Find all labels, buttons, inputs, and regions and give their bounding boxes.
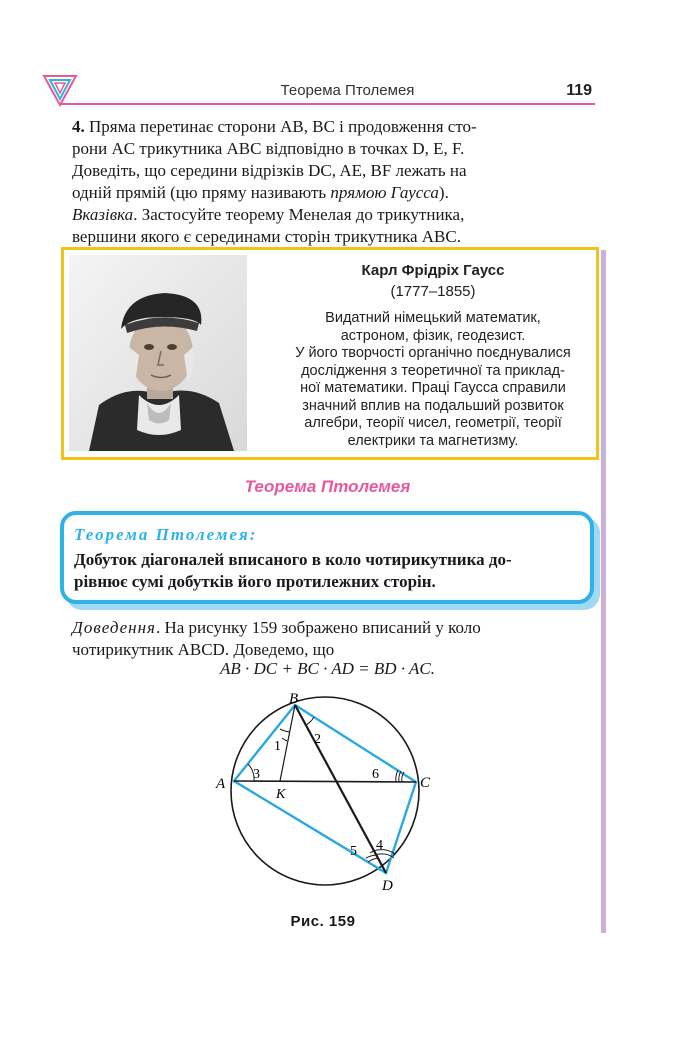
angle-label-4: 4: [376, 838, 383, 853]
angle-arc-6a: [396, 770, 398, 782]
problem-line-2: рони AC трикутника ABC відповідно в точках D, E, F.: [72, 139, 465, 158]
bio-line: електрики та магнетизму.: [347, 432, 519, 449]
hint-label: Вказівка: [72, 205, 134, 224]
point-label-a: A: [216, 776, 226, 792]
running-title: Теорема Птолемея: [280, 82, 415, 99]
theorem-line-1: Добуток діагоналей вписаного в коло чотирикутника до-: [74, 550, 512, 569]
diagonal-bd: [295, 705, 386, 873]
bio-line: дослідження з теоретичної та приклад-: [301, 362, 565, 379]
angle-label-3: 3: [253, 767, 260, 782]
angle-label-6: 6: [372, 767, 379, 782]
bio-line: астроном, фізик, геодезист.: [340, 327, 526, 344]
gauss-portrait-image: [69, 255, 247, 451]
diagonal-ac: [234, 781, 416, 782]
header-rule: [60, 103, 595, 105]
point-label-d: D: [382, 878, 393, 894]
problem-4: [72, 116, 594, 248]
figure-caption: Рис. 159: [290, 913, 356, 930]
page-number: 119: [566, 82, 592, 99]
angle-label-1: 1: [274, 739, 281, 754]
bio-line: Видатний німецький математик,: [325, 310, 541, 326]
problem-line-4a: одній прямій (цю пряму називають: [72, 183, 331, 202]
angle-arc-5b: [366, 855, 377, 858]
figure-159-diagram: [210, 693, 440, 903]
angle-arc-2: [306, 717, 314, 725]
bio-line: алгебри, теорії чисел, геометрії, теорії: [304, 415, 562, 431]
problem-line-6: вершини якого є серединами сторін трикутника ABC.: [72, 227, 461, 246]
problem-line-4b: ).: [438, 183, 449, 202]
theorem-statement: [74, 549, 584, 593]
proof-line-1: . На рисунку 159 зображено вписаний у коло: [155, 618, 481, 637]
point-label-b: B: [289, 693, 299, 707]
problem-number: 4.: [72, 117, 85, 136]
quadrilateral-abcd: [234, 705, 416, 873]
bio-years: (1777–1855): [390, 282, 476, 300]
margin-bar: [601, 250, 606, 933]
proof-lead: Доведення: [72, 618, 156, 637]
angle-arc-1: [282, 738, 287, 741]
angle-arc-5c: [368, 858, 379, 862]
point-label-c: C: [420, 775, 431, 791]
theorem-title: Теорема Птолемея:: [74, 525, 258, 544]
segment-bk: [280, 705, 295, 781]
bio-line: значний вплив на подальший розвиток: [302, 397, 564, 414]
problem-line-3: Доведіть, що середини відрізків DC, AE, BF лежать на: [72, 161, 467, 180]
biography-text: [274, 262, 592, 450]
bio-line: У його творчості органічно поєднувалися: [295, 345, 571, 361]
bio-line: ної математики. Праці Гаусса справили: [300, 380, 566, 396]
ptolemy-formula: AB · DC + BC · AD = BD · AC.: [220, 659, 435, 678]
biography-box: [61, 247, 599, 460]
proof-line-2: чотирикутник ABCD. Доведемо, що: [72, 640, 335, 659]
proof-text: [72, 617, 594, 661]
angle-arc-1b: [280, 729, 290, 732]
problem-line-1: Пряма перетинає сторони AB, BC і продовження сто-: [89, 117, 477, 136]
angle-label-5: 5: [350, 844, 357, 859]
problem-line-5: . Застосуйте теорему Менелая до трикутника,: [133, 205, 465, 224]
point-label-k: K: [276, 787, 286, 802]
theorem-line-2: рівнює сумі добутків його протилежних сторін.: [74, 572, 436, 591]
section-title: Теорема Птолемея: [244, 477, 411, 496]
angle-label-2: 2: [314, 732, 321, 747]
theorem-box: [60, 511, 594, 604]
gauss-line-term: прямою Гаусса: [330, 183, 439, 202]
bio-name: Карл Фрідріх Гаусс: [361, 262, 505, 279]
